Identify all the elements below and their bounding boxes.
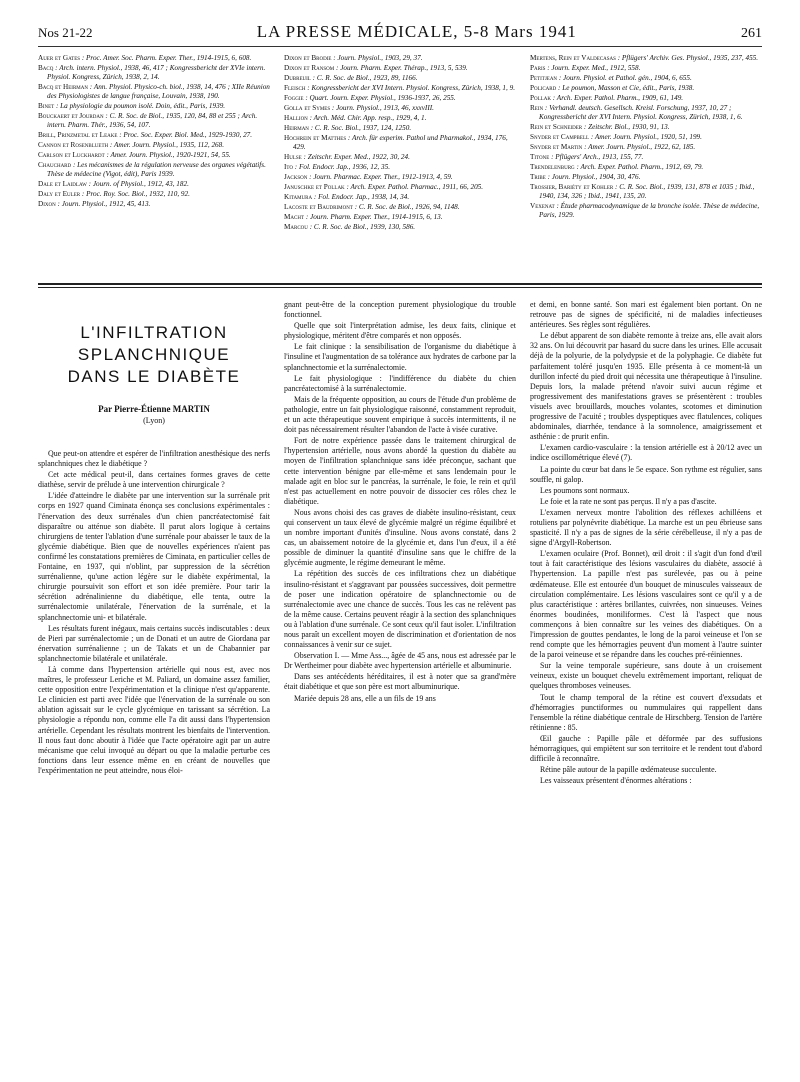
reference-entry	[530, 183, 762, 201]
reference-entry	[284, 94, 516, 103]
reference-citation: : C. R. Soc. de Biol., 1939, 130, 586.	[309, 223, 416, 231]
article-paragraph: L'idée d'atteindre le diabète par une intervention sur la surrénale prit corps en 1927 quand Ciminata énonça ses conclusions expérimentales : l'énervation des deux surrénales d'un chien pancréatectomisé fait disparaître ou atténue son diabète. Il parut alors logique à certains chirurgiens de tenter l'ablation d'une surrénale pour abaisser le taux de la glycémie diabétique. Bien que de nouvelles expériences n'aient pas confirmé les constatations premières de Ciminata, en particulier celles de Fontaine, en 1937, qui n'oblint, par suppression de la sécrétion surrénalienne, qu'une action légère sur le diabète expérimental, la chirurgie poursuivit son effort et son idée première. Pour tarir la sécrétion adrénalinienne du diabétique, elle tenta, outre la surrénalectomie unilatérale, l'énervation de la surrénale, et la splanchnectomie uni- et bilatérale.	[38, 491, 270, 622]
reference-citation: : Arch. intern. Physiol., 1938, 46, 417 ; Kongressbericht der XVIe intern. Physiol. Kongress, Zürich, 1938, 2, 14.	[47, 64, 266, 81]
reference-citation: : Proc. Roy. Soc. Biol., 1932, 110, 92.	[81, 190, 190, 198]
reference-citation: : Kongressbericht der XVI Intern. Physiol. Kongress, Zürich, 1938, 1, 9.	[307, 84, 515, 92]
reference-entry	[530, 173, 762, 182]
reference-authors: Hochrein et Matthes	[284, 134, 347, 142]
reference-entry	[284, 153, 516, 162]
reference-citation: : Arch. für experim. Pathol und Pharmakol., 1934, 176, 429.	[293, 134, 508, 151]
reference-entry	[530, 123, 762, 132]
reference-authors: Auer et Gates	[38, 54, 81, 62]
reference-entry	[284, 223, 516, 232]
reference-authors: Binet	[38, 102, 55, 110]
reference-entry	[530, 104, 762, 122]
reference-entry	[530, 163, 762, 172]
reference-authors: Daly et Euler	[38, 190, 81, 198]
reference-authors: Golla et Symes	[284, 104, 331, 112]
article-paragraph: Sur la veine temporale supérieure, sans doute à un croisement veineux, existe un bouquet chevelu extrêmement important, reliquat de quelques thromboses veineuses.	[530, 661, 762, 691]
article-title-line: L'INFILTRATION	[80, 323, 228, 342]
article-title-line: DANS LE DIABÈTE	[67, 367, 241, 386]
reference-entry	[530, 153, 762, 162]
reference-citation: : Journ. Pharm. Exper. Thérap., 1913, 5, 539.	[336, 64, 468, 72]
reference-entry	[284, 183, 516, 192]
reference-entry	[530, 64, 762, 73]
section-divider	[38, 283, 762, 285]
article-paragraph: Rétine pâle autour de la papille œdémateuse succulente.	[540, 765, 717, 775]
reference-authors: Januschke et Pollak	[284, 183, 345, 191]
reference-citation: : Ann. Physiol. Physico-ch. biol., 1938, 14, 476 ; XIIe Réunion des Physiologistes de langue française, Louvain, 1938, 190.	[47, 83, 270, 100]
reference-entry	[38, 161, 270, 179]
reference-authors: Dale et Laidlaw	[38, 180, 87, 188]
article-paragraph: Dans ses antécédents héréditaires, il est à noter que sa grand'mère était diabétique et que son père est mort albuminurique.	[284, 672, 516, 692]
reference-entry	[530, 133, 762, 142]
journal-title: LA PRESSE MÉDICALE, 5-8 Mars 1941	[256, 22, 577, 41]
reference-citation: : Zeitschr. Exper. Med., 1922, 30, 24.	[303, 153, 410, 161]
bibliography	[38, 54, 762, 278]
reference-citation: : Amer. Journ. Physiol., 1920, 51, 199.	[590, 133, 702, 141]
reference-citation: : Le poumon, Masson et Cie, édit., Paris, 1938.	[558, 84, 695, 92]
reference-entry	[284, 173, 516, 182]
article-paragraph: La répétition des succès de ces infiltrations chez un diabétique insulino-résistant et s'aggravant par poussées successives, doit permettre de poser une indication opératoire de splanchnectomie ou de surrénalectomie avec une chance de succès. Tous les cas ne relèvent pas de la même cause. Certains peuvent réagir à la section des splanchniques ou à l'ablation d'une surrénale. Ce sont ceux qu'il faut isoler. L'infiltration nous paraît un excellent moyen de discrimination et d'orientation de nos connaissances à venir sur ce sujet.	[284, 569, 516, 650]
reference-citation: : Amer. Journ. Physiol., 1920-1921, 54, 55.	[106, 151, 231, 159]
reference-entry	[284, 74, 516, 83]
reference-citation: : Journ. Physiol., 1903, 29, 37.	[333, 54, 423, 62]
reference-citation: : Proc. Amer. Soc. Pharm. Exper. Ther., 1914-1915, 6, 608.	[81, 54, 252, 62]
article-paragraph: Les poumons sont normaux.	[540, 485, 630, 495]
reference-entry	[38, 200, 270, 209]
reference-authors: Marcou	[284, 223, 308, 231]
article-paragraph: et demi, en bonne santé. Son mari est également bien portant. On ne retrouve pas de signes de spécificité, ni de maladies infectieuses antérieures. Ses règles sont régulières.	[530, 300, 762, 330]
reference-citation: : C. R. Soc. Biol., 1937, 124, 1250.	[310, 124, 412, 132]
reference-authors: Cannon et Rosenblueth	[38, 141, 109, 149]
reference-authors: Rein	[530, 104, 544, 112]
reference-authors: Hallion	[284, 114, 308, 122]
reference-authors: Jackson	[284, 173, 308, 181]
reference-entry	[38, 131, 270, 140]
reference-entry	[284, 54, 516, 63]
reference-citation: : Fol. Endocr. Jap., 1936, 12, 35.	[294, 163, 390, 171]
article-paragraph: gnant peut-être de la conception purement physiologique du trouble fonctionnel.	[284, 300, 516, 320]
reference-authors: Dixon	[38, 200, 56, 208]
reference-entry	[38, 141, 270, 150]
article-paragraph: Œil gauche : Papille pâle et déformée par des suffusions hémorragiques, qui empiètent sur son territoire et le rendent tout d'abord difficile à reconnaître.	[530, 733, 762, 764]
reference-authors: Fleisch	[284, 84, 306, 92]
article-body	[38, 300, 762, 1068]
reference-entry	[530, 74, 762, 83]
reference-citation: : C. R. Soc. Biol., 1939, 131, 878 et 1035 ; Ibid., 1940, 134, 326 ; Ibid., 1941, 135, 20.	[539, 183, 755, 200]
reference-citation: : Amer. Journ. Physiol., 1922, 62, 185.	[584, 143, 696, 151]
reference-authors: Foggie	[284, 94, 304, 102]
article-paragraph: Nous avons choisi des cas graves de diabète insulino-résistant, ceux qui conservent un taux élevé de glycémie malgré un régime équilibré et un nombre important d'unités d'insuline. Nous avons constaté, dans 2 cas, un abaissement notoire de la glycémie et, dans l'un d'eux, il a été possible de diminuer la quantité d'insuline sans que le chiffre de la glycémie augmente, le régime demeurant le même.	[284, 507, 516, 568]
article-paragraph: Le début apparent de son diabète remonte à treize ans, elle avait alors 32 ans. On lui découvrit par hasard du sucre dans les urines. Elle accusait déjà de la polyurie, de la polydypsie et de la polyphagie. Ce diabète fut parfaitement toléré jusqu'en 1935. Elle présenta à ce moment-là un durillon infecté du pied droit qui nécessita une thérapeutique à l'insuline. Depuis lors, la malade prétend n'avoir suivi aucun régime et progressivement des manifestations graves se présentèrent : troubles visuels avec brouillards, mouches volantes, scotomes et diminution progressive de l'acuité ; troubles dyspeptiques avec flatulences, coliques abdominales, diarrhée, tendance à la somnolence, amaigrissement et asthénie : de prurit enfin.	[530, 331, 762, 442]
reference-citation: : Journ. Physiol., 1912, 45, 413.	[57, 200, 151, 208]
reference-entry	[38, 151, 270, 160]
reference-citation: : Journ. of Physiol., 1912, 43, 182.	[88, 180, 189, 188]
article-title	[38, 322, 270, 388]
reference-entry	[284, 114, 516, 123]
reference-entry	[284, 124, 516, 133]
article-paragraph: Quelle que soit l'interprétation admise, les deux faits, clinique et physiologique, méritent d'être comparés et non opposés.	[284, 321, 516, 341]
reference-citation: : La physiologie du poumon isolé. Doin, édit., Paris, 1939.	[55, 102, 226, 110]
reference-citation: : Journ. Pharm. Exper. Ther., 1914-1915, 6, 13.	[305, 213, 443, 221]
reference-citation: : Étude pharmacodynamique de la bronche isolée. Thèse de médecine, Paris, 1929.	[539, 202, 760, 219]
reference-citation: : Arch. Exper. Pathol. Pharm., 1909, 61, 149.	[552, 94, 684, 102]
article-title-line: SPLANCHNIQUE	[77, 345, 231, 364]
reference-authors: Lacoste et Baudrimont	[284, 203, 353, 211]
reference-citation: : Pflügers' Archiv. Ges. Physiol., 1935, 237, 455.	[617, 54, 759, 62]
reference-authors: Bacq	[38, 64, 54, 72]
reference-authors: Tribe	[530, 173, 546, 181]
reference-citation: : Arch. Méd. Chir. App. resp., 1929, 4, 1.	[309, 114, 427, 122]
article-author: Par Pierre-Étienne MARTIN	[98, 404, 210, 414]
reference-citation: : Arch. Exper. Pathol. Pharmac., 1911, 66, 205.	[346, 183, 484, 191]
reference-entry	[38, 112, 270, 130]
article-paragraph: L'examen nerveux montre l'abolition des réflexes achilléens et rotuliens par polynévrite diabétique. La marche est un peu ébrieuse sans spasticité. Il n'y a pas de signes de la série cérébelleuse, il n'y a pas de signe d'Argyll-Robertson.	[530, 507, 762, 548]
reference-citation: : Pflügers' Arch., 1913, 155, 77.	[551, 153, 644, 161]
reference-entry	[284, 64, 516, 73]
reference-citation: : Verhandl. deutsch. Gesellsch. Kreisl. Forschung, 1937, 10, 27 ; Kongressbericht der XVI Intern. Physiol. Kongress, Zürich, 1938, 1, 6.	[539, 104, 743, 121]
reference-authors: Kitamura	[284, 193, 313, 201]
article-paragraph: Le fait clinique : la sensibilisation de l'organisme du diabétique à l'insuline et l'augmentation de sa tolérance aux hydrates de carbone par la splanchnectomie et la surrénalectomie.	[284, 342, 516, 372]
bibliography-column-2	[284, 54, 516, 278]
reference-entry	[38, 190, 270, 199]
reference-entry	[284, 84, 516, 93]
reference-citation: : Journ. Physiol., 1913, 46, xxxvIII.	[331, 104, 434, 112]
reference-authors: Snyder et Campbell	[530, 133, 590, 141]
reference-entry	[38, 54, 270, 63]
article-paragraph: Que peut-on attendre et espérer de l'infiltration anesthésique des nerfs splanchniques chez le diabétique ?	[38, 449, 270, 469]
reference-authors: Carlson et Luckhardt	[38, 151, 105, 159]
reference-authors: Hulse	[284, 153, 302, 161]
reference-authors: Dixon et Ransom	[284, 64, 335, 72]
article-paragraph: Mariée depuis 28 ans, elle a un fils de 19 ans	[294, 693, 436, 703]
reference-authors: Dubreuil	[284, 74, 311, 82]
reference-citation: : Fol. Endocr. Jap., 1938, 14, 34.	[313, 193, 410, 201]
article-author-city: (Lyon)	[143, 416, 165, 425]
article-paragraph: Les résultats furent inégaux, mais certains succès indiscutables : deux de Pieri par surrénalectomie ; un de Donati et un autre de Giordana par énervation surrénalienne ; un de Takats et un de Chabannier par splanchnectomie bilatérale et unilatérale.	[38, 623, 270, 663]
article-paragraph: Là comme dans l'hypertension artérielle qui nous est, avec nos maîtres, le professeur Leriche et M. Paliard, un domaine assez familier, cette opposition entre l'expérimentation et la clinique n'est qu'apparente. Le clinicien est parti avec l'idée que l'énervation de la surrénale ou son ablation agissait sur le cycle glycémique en tarissant sa sécrétion. La physiologie a répondu non, comme elle l'a dit aussi dans l'hypertension artérielle. Cependant les résultats montrent les bienfaits de l'intervention. Il nous faut donc aboutir à l'idée que l'acte opératoire agit par un autre mécanisme que celui invoqué au départ ou que la maladie perturbe ces fonctions dans leur essence même en en créant de nouvelles que l'expérimentation ne peut atteindre, nous éloi-	[38, 664, 270, 775]
reference-entry	[38, 83, 270, 101]
bibliography-column-1	[38, 54, 270, 278]
reference-authors: Chauchard	[38, 161, 72, 169]
reference-citation: : C. R. Soc. de Biol., 1926, 94, 1148.	[354, 203, 460, 211]
reference-citation: : Zeitschr. Biol., 1930, 91, 13.	[583, 123, 670, 131]
article-paragraph: Tout le champ temporal de la rétine est couvert d'exsudats et d'hémorragies punctiformes ou nummulaires qui rappellent dans l'ensemble la rétine diabétique centrale de Hirschberg. Tension de l'artère rétinienne : 85.	[530, 692, 762, 732]
article-paragraph: La pointe du cœur bat dans le 5e espace. Son rythme est régulier, sans souffle, ni galop.	[530, 464, 762, 484]
reference-authors: Paris	[530, 64, 546, 72]
reference-authors: Ito	[284, 163, 293, 171]
reference-citation: : Les mécanismes de la régulation nerveuse des organes végétatifs. Thèse de médecine (Vigot, édit), Paris 1939.	[47, 161, 266, 178]
reference-authors: Pollak	[530, 94, 551, 102]
page-number: 261	[741, 26, 762, 41]
reference-authors: Titone	[530, 153, 550, 161]
reference-entry	[284, 213, 516, 222]
reference-entry	[530, 94, 762, 103]
reference-authors: Dixon et Brodie	[284, 54, 332, 62]
reference-entry	[284, 193, 516, 202]
article-paragraph: Fort de notre expérience passée dans le traitement chirurgical de l'hypertension artérielle, nous avons abordé la question du diabète au moyen de l'infiltration splanchnique sans idée préconçue, sachant que cette intervention bénigne par elle-même et sans lendemain pour le malade agit en bloc sur le pancréas, la surrénale, le foie, le rein et qu'il n'est pas actuellement en notre pouvoir de dissocier ces rôles chez le diabétique.	[284, 436, 516, 506]
reference-entry	[284, 203, 516, 212]
reference-authors: Vexenat	[530, 202, 555, 210]
reference-citation: : Amer. Journ. Physiol., 1935, 112, 268.	[109, 141, 225, 149]
article-column-3	[530, 300, 762, 1068]
reference-authors: Macht	[284, 213, 305, 221]
reference-entry	[530, 84, 762, 93]
reference-entry	[38, 64, 270, 82]
reference-entry	[530, 202, 762, 220]
article-paragraph: Cet acte médical peut-il, dans certaines formes graves de cette diathèse, servir de prélude à une intervention chirurgicale ?	[38, 470, 270, 490]
reference-authors: Trossier, Bariéty et Kohler	[530, 183, 614, 191]
article-paragraph: Observation I. — Mme Ass..., âgée de 45 ans, nous est adressée par le Dr Wertheimer pour diabète avec hypertension artérielle et albuminurie.	[284, 651, 516, 671]
reference-citation: : Quart. Journ. Exper. Physiol., 1936-1937, 26, 255.	[305, 94, 456, 102]
reference-authors: Policard	[530, 84, 557, 92]
article-paragraph: Les vaisseaux présentent d'énormes altérations :	[540, 776, 692, 786]
reference-entry	[530, 54, 762, 63]
reference-authors: Heirman	[284, 124, 309, 132]
section-divider-thin	[38, 287, 762, 288]
reference-citation: : Journ. Exper. Med., 1912, 558.	[547, 64, 641, 72]
reference-citation: : Proc. Soc. Exper. Biol. Med., 1929-1930, 27.	[119, 131, 253, 139]
reference-authors: Bacq et Heirman	[38, 83, 88, 91]
article-paragraph: L'examen oculaire (Prof. Bonnet), œil droit : il s'agit d'un fond d'œil tout à fait caractéristique des lésions vasculaires du diabète, associé à l'hypertension. La papille n'est pas surélevée, pas ou à peine œdémateuse. Elle est entourée d'un bouquet de minuscules vaisseaux de circulation complémentaire. Les lésions vasculaires sont ce qu'il y a de plus caractéristique : artères brillantes, cuivrées, non sinueuses. Veines énormes boudinées, moniliformes. C'est là l'aspect que nous commençons à bien connaître sur les veines des diabétiques. On a l'impression de gouttes pendantes, le long de la paroi veineuse et l'on se rend compte que les hémorragies peuvent d'un moment à l'autre suinter de la paroi veineuse et se répandre dans les couches pré-réiniennes.	[530, 549, 762, 660]
article-paragraph: Mais de la fréquente opposition, au cours de l'étude d'un problème de pathologie, entre un fait physiologique raisonné, constamment reproduit, et un acte thérapeutique souvent empirique à succès intermittents, il ne doit pas nécessairement résulter l'abandon de l'acte à visée curative.	[284, 394, 516, 435]
reference-entry	[284, 134, 516, 152]
reference-citation: : C. R. Soc. de Biol., 1923, 89, 1166.	[312, 74, 418, 82]
reference-entry	[284, 163, 516, 172]
page-header	[38, 22, 762, 47]
reference-authors: Brill, Prinzmetal et Leake	[38, 131, 118, 139]
reference-authors: Trendelenburg	[530, 163, 575, 171]
reference-citation: : Journ. Physiol., 1904, 30, 476.	[547, 173, 641, 181]
article-paragraph: Le fait physiologique : l'indifférence du diabète du chien pancréatectomisé à la surrénalectomie.	[284, 373, 516, 393]
article-column-1	[38, 300, 270, 1068]
issue-number: Nos 21-22	[38, 25, 93, 40]
reference-authors: Petitjean	[530, 74, 558, 82]
reference-citation: : C. R. Soc. de Biol., 1935, 120, 84, 88 et 255 ; Arch. intern. Pharm. Thér., 1936, 54, 107.	[47, 112, 258, 129]
reference-entry	[38, 102, 270, 111]
reference-entry	[38, 180, 270, 189]
article-column-2	[284, 300, 516, 1068]
reference-authors: Snyder et Martin	[530, 143, 583, 151]
reference-citation: : Journ. Pharmac. Exper. Ther., 1912-1913, 4, 59.	[309, 173, 453, 181]
reference-authors: Mertens, Rein et Valdecasas	[530, 54, 616, 62]
reference-authors: Bouckaert et Jourdan	[38, 112, 104, 120]
bibliography-column-3	[530, 54, 762, 278]
reference-citation: : Journ. Physiol. et Pathol. gén., 1904, 6, 655.	[558, 74, 692, 82]
article-paragraph: L'examen cardio-vasculaire : la tension artérielle est à 20/12 avec un indice oscillométrique élevé (7).	[530, 443, 762, 463]
reference-citation: : Arch. Exper. Pathol. Pharm., 1912, 69, 79.	[576, 163, 704, 171]
reference-authors: Rein et Schneider	[530, 123, 583, 131]
reference-entry	[284, 104, 516, 113]
article-paragraph: Le foie et la rate ne sont pas perçus. Il n'y a pas d'ascite.	[540, 496, 717, 506]
reference-entry	[530, 143, 762, 152]
